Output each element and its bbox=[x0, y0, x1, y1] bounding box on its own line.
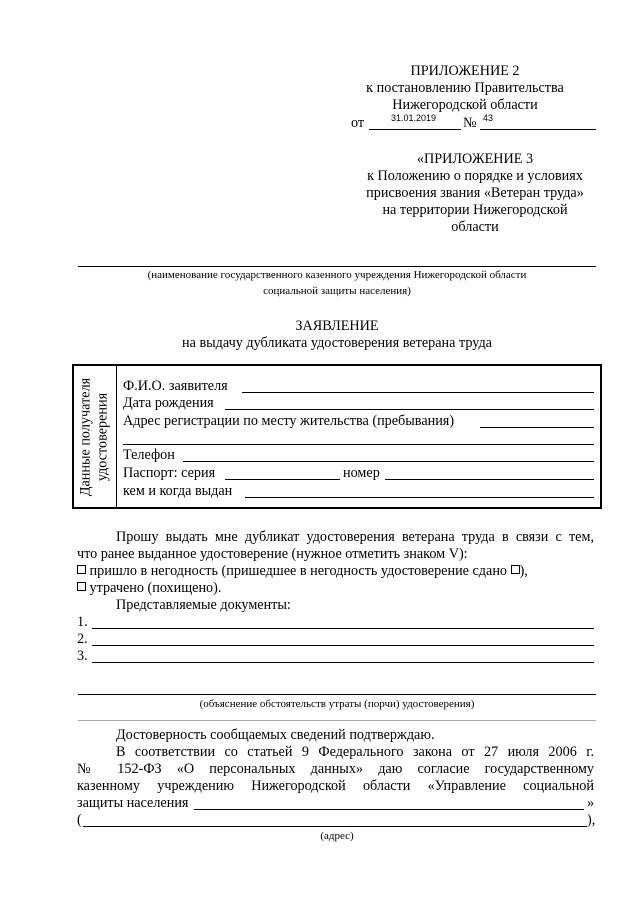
consent-line-4: защиты населения bbox=[77, 795, 189, 811]
date-from-label: от bbox=[351, 115, 365, 131]
explanation-field[interactable] bbox=[78, 694, 596, 695]
office-address-field[interactable] bbox=[83, 826, 587, 827]
surrendered-checkbox[interactable] bbox=[511, 565, 520, 574]
institution-caption-2: социальной защиты населения) bbox=[263, 285, 411, 297]
number-label: № bbox=[463, 115, 477, 131]
date-underline bbox=[369, 129, 461, 130]
confirmation-text: Достоверность сообщаемых сведений подтверждаю. bbox=[116, 727, 435, 743]
issued-by-field[interactable] bbox=[245, 497, 594, 498]
box-divider bbox=[116, 365, 117, 508]
passport-series-label: Паспорт: серия bbox=[123, 465, 216, 481]
fio-field[interactable] bbox=[242, 392, 594, 393]
decree-ref: к постановлению Правительства bbox=[366, 80, 564, 96]
separator-line bbox=[78, 720, 596, 721]
passport-number-field[interactable] bbox=[385, 479, 594, 480]
address-caption: (адрес) bbox=[320, 830, 354, 842]
address-open-paren: ( bbox=[77, 812, 82, 828]
issued-by-label: кем и когда выдан bbox=[123, 483, 233, 499]
consent-line-2: № 152-ФЗ «О персональных данных» даю согласие государственному bbox=[77, 761, 594, 777]
consent-line-3: казенному учреждению Нижегородской области «Управление социальной bbox=[77, 778, 594, 794]
phone-label: Телефон bbox=[123, 447, 175, 463]
institution-name-line bbox=[78, 266, 596, 267]
number-underline bbox=[480, 129, 596, 130]
consent-line-4-close: » bbox=[587, 795, 595, 811]
appendix-3-line-2: к Положению о порядке и условиях bbox=[367, 168, 583, 184]
institution-caption-1: (наименование государственного казенного учреждения Нижегородской области bbox=[147, 269, 527, 281]
date-value: 31.01.2019 bbox=[391, 113, 437, 123]
option-damaged: пришло в негодность (пришедшее в негодность удостоверение сдано ), bbox=[77, 564, 528, 578]
damaged-checkbox[interactable] bbox=[77, 565, 86, 574]
passport-series-field[interactable] bbox=[225, 479, 340, 480]
appendix-3-line-3: присвоения звания «Ветеран труда» bbox=[366, 185, 584, 201]
document-1-number: 1. bbox=[77, 614, 88, 630]
address-field-2[interactable] bbox=[123, 444, 594, 445]
address-field[interactable] bbox=[480, 427, 594, 428]
appendix-2-title: ПРИЛОЖЕНИЕ 2 bbox=[410, 63, 520, 79]
option-lost: утрачено (похищено). bbox=[77, 581, 221, 595]
consent-line-1: В соответствии со статьей 9 Федерального закона от 27 июля 2006 г. bbox=[116, 744, 594, 760]
birth-date-field[interactable] bbox=[225, 409, 594, 410]
request-text-line-2: что ранее выданное удостоверение (нужное отметить знаком V): bbox=[77, 546, 468, 562]
recipient-data-label: Данные получателя удостоверения bbox=[77, 377, 111, 497]
appendix-3-line-5: области bbox=[451, 219, 499, 235]
document-subtitle: на выдачу дубликата удостоверения ветерана труда bbox=[182, 335, 492, 351]
passport-number-label: номер bbox=[343, 465, 380, 481]
number-value: 43 bbox=[483, 113, 494, 123]
phone-field[interactable] bbox=[183, 461, 594, 462]
document-2-field[interactable] bbox=[92, 645, 594, 646]
documents-heading: Представляемые документы: bbox=[116, 597, 291, 613]
region-name: Нижегородской области bbox=[392, 97, 538, 113]
appendix-3-title: «ПРИЛОЖЕНИЕ 3 bbox=[416, 151, 534, 167]
fio-label: Ф.И.О. заявителя bbox=[123, 378, 228, 394]
request-text-line-1: Прошу выдать мне дубликат удостоверения ветерана труда в связи с тем, bbox=[116, 529, 594, 545]
document-1-field[interactable] bbox=[92, 628, 594, 629]
appendix-3-line-4: на территории Нижегородской bbox=[382, 202, 568, 218]
document-2-number: 2. bbox=[77, 631, 88, 647]
document-3-field[interactable] bbox=[92, 662, 594, 663]
lost-checkbox[interactable] bbox=[77, 582, 86, 591]
social-protection-office-field[interactable] bbox=[194, 809, 584, 810]
address-close-paren: ), bbox=[587, 812, 596, 828]
address-label: Адрес регистрации по месту жительства (пребывания) bbox=[123, 413, 455, 429]
birth-date-label: Дата рождения bbox=[123, 395, 214, 411]
explanation-caption: (объяснение обстоятельств утраты (порчи) удостоверения) bbox=[199, 698, 475, 710]
document-title: ЗАЯВЛЕНИЕ bbox=[295, 318, 379, 334]
document-3-number: 3. bbox=[77, 648, 88, 664]
